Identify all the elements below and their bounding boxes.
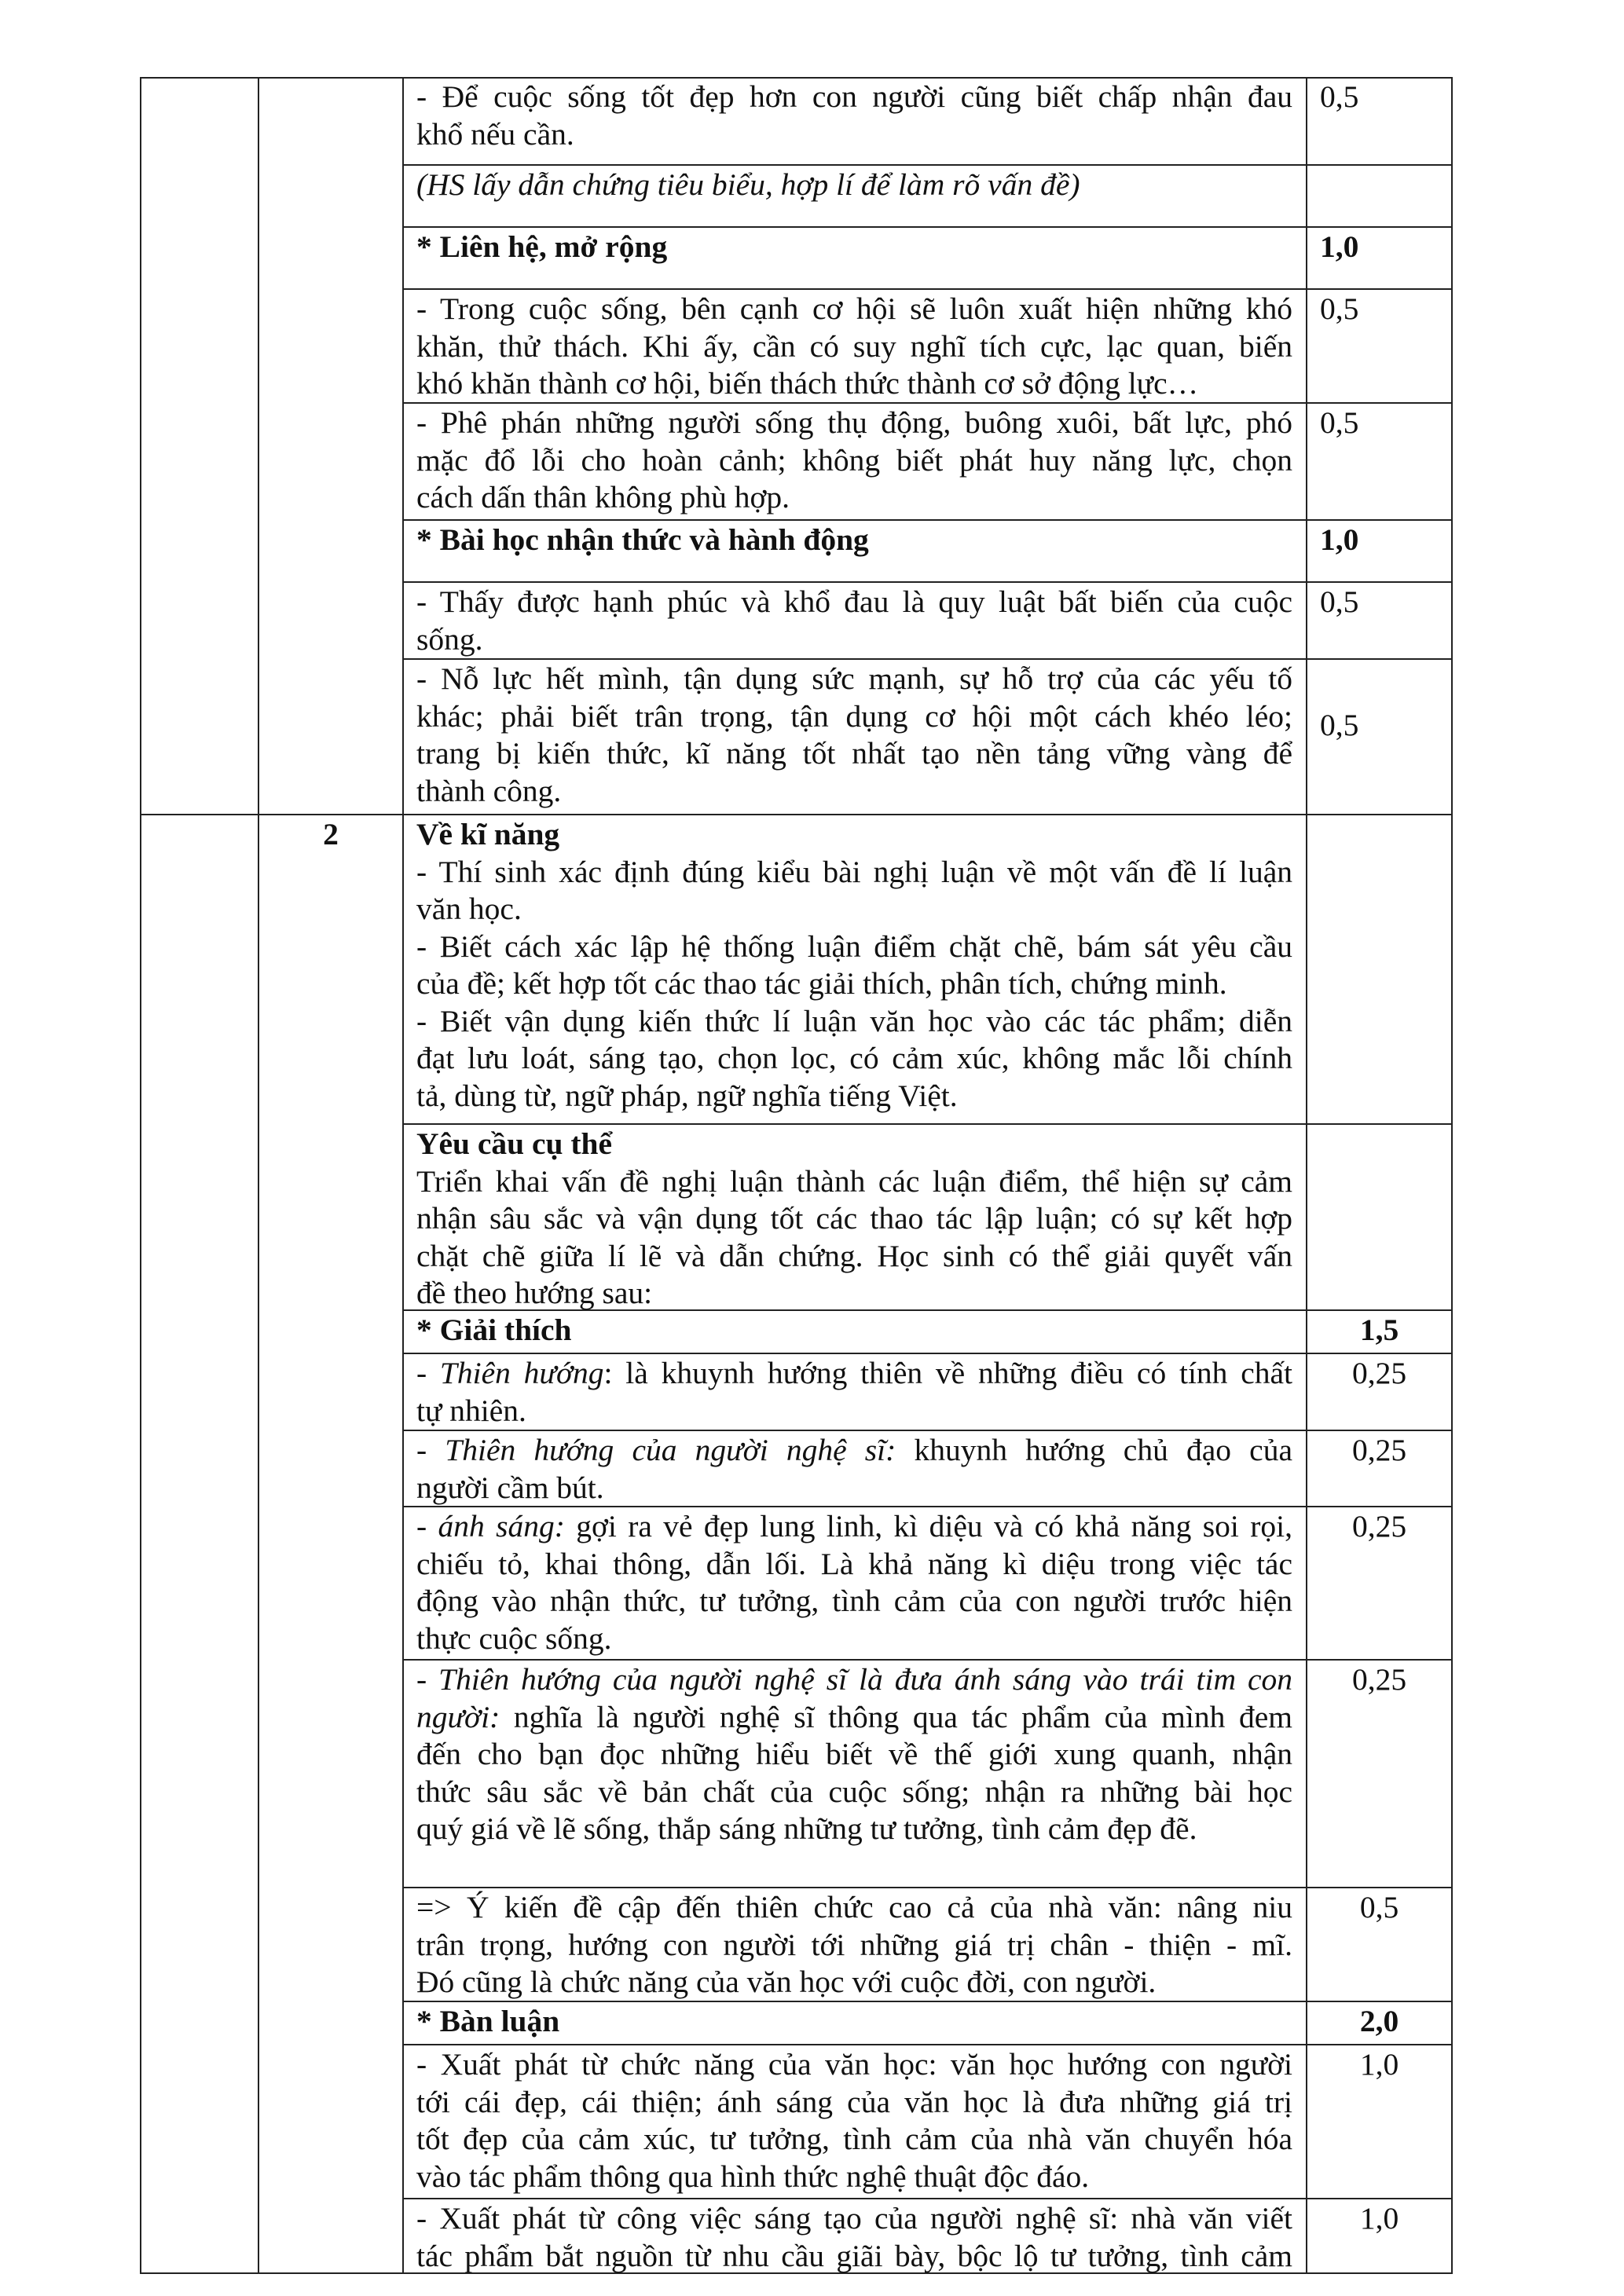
criteria-line: khổ nếu cần. xyxy=(416,116,574,152)
criteria-cell xyxy=(416,1661,1292,1848)
criteria-line: tác phẩm bắt nguồn từ nhu cầu giãi bày, bộc lộ tư tưởng, tình cảm xyxy=(416,2238,1292,2273)
row-divider xyxy=(402,1887,1453,1888)
criteria-line: đề theo hướng sau: xyxy=(416,1276,653,1310)
score-cell: 0,25 xyxy=(1351,1433,1407,1467)
row-divider xyxy=(402,226,1453,228)
criteria-line: chặt chẽ giữa lí lẽ và dẫn chứng. Học sinh có thể giải quyết vấn xyxy=(416,1238,1292,1273)
score-cell: 0,5 xyxy=(1320,708,1359,742)
criteria-line: nhận sâu sắc và vận dụng tốt các thao tác lập luận; có sự kết hợp xyxy=(416,1201,1292,1236)
subheading-cell xyxy=(416,522,1292,559)
score-cell: 0,5 xyxy=(1320,291,1359,326)
criteria-cell xyxy=(416,1432,1292,1507)
score-cell: 0,25 xyxy=(1351,1509,1407,1543)
row-divider xyxy=(402,2198,1453,2199)
criteria-line: - Để cuộc sống tốt đẹp hơn con người cũng biết chấp nhận đau xyxy=(416,79,1292,114)
note-cell xyxy=(416,167,1292,204)
term-italic: - Thiên hướng xyxy=(416,1356,604,1390)
term-definition: nghĩa là người nghệ sĩ thông qua tác phẩm của mình đem xyxy=(500,1699,1292,1734)
row-divider xyxy=(402,581,1453,583)
criteria-line: đạt lưu loát, sáng tạo, chọn lọc, có cảm xúc, không mắc lỗi chính xyxy=(416,1041,1292,1075)
criteria-line: - Trong cuộc sống, bên cạnh cơ hội sẽ luôn xuất hiện những khó xyxy=(416,291,1292,326)
score-cell: 0,25 xyxy=(1351,1356,1407,1390)
subheading-text: * Bài học nhận thức và hành động xyxy=(416,522,869,557)
subheading-text: * Giải thích xyxy=(416,1313,572,1347)
criteria-line: Đó cũng là chức năng của văn học với cuộc đời, con người. xyxy=(416,1965,1157,1999)
criteria-line: - Phê phán những người sống thụ động, buông xuôi, bất lực, phó xyxy=(416,405,1292,440)
term-definition: khuynh hướng chủ đạo của xyxy=(896,1433,1292,1467)
row-divider xyxy=(402,1430,1453,1431)
score-cell: 0,5 xyxy=(1320,584,1359,619)
criteria-line: khó khăn thành cơ hội, biến thách thức thành cơ sở động lực… xyxy=(416,366,1199,401)
criteria-cell xyxy=(416,1355,1292,1430)
term-definition: : là khuynh hướng thiên về những điều có tính chất xyxy=(603,1356,1292,1390)
term-italic: - Thiên hướng của người nghệ sĩ: xyxy=(416,1433,896,1467)
criteria-line: tốt đẹp của cảm xúc, tư tưởng, tình cảm của nhà văn chuyển hóa xyxy=(416,2122,1292,2156)
table-border-left xyxy=(140,77,141,2274)
subheading-cell xyxy=(416,2003,1292,2041)
score-cell: 1,0 xyxy=(1359,2201,1399,2236)
term-italic: - ánh sáng: xyxy=(416,1509,565,1543)
criteria-line: - Thí sinh xác định đúng kiểu bài nghị luận về một vấn đề lí luận xyxy=(416,854,1292,889)
criteria-line: khác; phải biết trân trọng, tận dụng cơ hội một cách khéo léo; xyxy=(416,698,1292,734)
criteria-line: chiếu tỏ, khai thông, dẫn lối. Là khả năng kì diệu trong việc tác xyxy=(416,1546,1292,1581)
criteria-line: trân trọng, hướng con người tới những giá trị chân - thiện - mĩ. xyxy=(416,1927,1292,1962)
subheading-cell xyxy=(416,1312,1292,1349)
criteria-line xyxy=(416,1355,1292,1393)
score-cell: 0,5 xyxy=(1320,405,1359,440)
criteria-line: đến cho bạn đọc những hiểu biết về thế giới xung quanh, nhận xyxy=(416,1737,1292,1771)
score-cell: 0,5 xyxy=(1320,79,1359,114)
criteria-line: vào tác phẩm thông qua hình thức nghệ thuật độc đáo. xyxy=(416,2159,1090,2194)
criteria-line: động vào nhận thức, tư tưởng, tình cảm của con người trước hiện xyxy=(416,1584,1292,1618)
term-definition: gợi ra vẻ đẹp lung linh, kì diệu và có khả năng soi rọi, xyxy=(564,1509,1292,1543)
score-cell: 2,0 xyxy=(1359,2004,1399,2038)
subheading-cell xyxy=(416,229,1292,266)
table-divider-col2 xyxy=(402,77,404,2274)
criteria-cell xyxy=(416,584,1292,658)
criteria-line: - Biết vận dụng kiến thức lí luận văn học vào các tác phẩm; diễn xyxy=(416,1003,1292,1038)
requirements-heading: Yêu cầu cụ thể xyxy=(416,1126,613,1161)
criteria-line: thành công. xyxy=(416,773,562,808)
table-divider-col3 xyxy=(1306,77,1307,2274)
criteria-line: người cầm bút. xyxy=(416,1470,604,1505)
score-cell: 1,5 xyxy=(1359,1313,1399,1347)
criteria-line: Triển khai vấn đề nghị luận thành các luận điểm, thể hiện sự cảm xyxy=(416,1163,1292,1199)
criteria-cell xyxy=(416,661,1292,810)
criteria-line: tới cái đẹp, cái thiện; ánh sáng của văn học là đưa những giá trị xyxy=(416,2084,1292,2119)
criteria-line: sống. xyxy=(416,621,483,657)
score-cell: 1,0 xyxy=(1320,522,1359,557)
score-cell: 1,0 xyxy=(1320,229,1359,264)
row-divider xyxy=(402,164,1453,166)
row-divider xyxy=(402,1659,1453,1661)
skills-heading: Về kĩ năng xyxy=(416,817,560,851)
criteria-line: (HS lấy dẫn chứng tiêu biểu, hợp lí để làm rõ vấn đề) xyxy=(416,167,1080,202)
criteria-line: trang bị kiến thức, kĩ năng tốt nhất tạo nền tảng vững vàng để xyxy=(416,736,1292,771)
criteria-line xyxy=(416,1508,1292,1546)
criteria-line: - Biết cách xác lập hệ thống luận điểm chặt chẽ, bám sát yêu cầu xyxy=(416,928,1292,964)
row-divider xyxy=(402,2044,1453,2045)
score-cell: 0,5 xyxy=(1359,1890,1399,1924)
row-divider xyxy=(402,1123,1453,1125)
criteria-cell xyxy=(416,2046,1292,2195)
row-divider xyxy=(402,288,1453,290)
section-divider xyxy=(140,814,1453,815)
criteria-line: thức sâu sắc về bản chất của cuộc sống; nhận ra những bài học xyxy=(416,1774,1292,1809)
criteria-line: khăn, thử thách. Khi ấy, cần có suy nghĩ tích cực, lạc quan, biến xyxy=(416,328,1292,364)
criteria-line: - Xuất phát từ công việc sáng tạo của người nghệ sĩ: nhà văn viết xyxy=(416,2201,1292,2236)
score-cell: 1,0 xyxy=(1359,2047,1399,2082)
conclusion-cell xyxy=(416,1889,1292,2001)
criteria-line: - Xuất phát từ chức năng của văn học: văn học hướng con người xyxy=(416,2047,1292,2082)
requirements-cell xyxy=(416,1126,1292,1313)
row-divider xyxy=(402,519,1453,521)
criteria-cell xyxy=(416,291,1292,403)
row-divider xyxy=(402,1353,1453,1354)
skills-cell xyxy=(416,816,1292,1115)
criteria-line: thực cuộc sống. xyxy=(416,1620,612,1656)
table-divider-col1 xyxy=(258,77,259,2274)
criteria-line: quý giá về lẽ sống, thắp sáng những tư tưởng, tình cảm đẹp đẽ. xyxy=(416,1811,1197,1846)
criteria-line: tự nhiên. xyxy=(416,1393,526,1428)
criteria-line: tả, dùng từ, ngữ pháp, ngữ nghĩa tiếng Việt. xyxy=(416,1078,958,1113)
subheading-text: * Liên hệ, mở rộng xyxy=(416,229,668,264)
table-border-right xyxy=(1451,77,1453,2274)
criteria-cell xyxy=(416,1508,1292,1657)
criteria-line: => Ý kiến đề cập đến thiên chức cao cả của nhà văn: nâng niu xyxy=(416,1890,1292,1924)
criteria-cell xyxy=(416,79,1292,153)
subheading-text: * Bàn luận xyxy=(416,2004,560,2038)
criteria-cell xyxy=(416,2200,1292,2275)
criteria-cell xyxy=(416,405,1292,517)
section-number: 2 xyxy=(323,817,339,851)
criteria-line xyxy=(416,1432,1292,1470)
term-italic: người: xyxy=(416,1699,500,1734)
criteria-line: mặc đổ lỗi cho hoàn cảnh; không biết phát huy năng lực, chọn xyxy=(416,442,1292,478)
criteria-line: - Thấy được hạnh phúc và khổ đau là quy luật bất biến của cuộc xyxy=(416,584,1292,619)
score-cell: 0,25 xyxy=(1351,1662,1407,1697)
criteria-line xyxy=(416,1699,1292,1737)
criteria-line: văn học. xyxy=(416,892,522,926)
criteria-line-italic: - Thiên hướng của người nghệ sĩ là đưa ánh sáng vào trái tim con xyxy=(416,1662,1292,1697)
criteria-line: của đề; kết hợp tốt các thao tác giải thích, phân tích, chứng minh. xyxy=(416,966,1227,1001)
row-divider xyxy=(402,658,1453,660)
criteria-line: cách dấn thân không phù hợp. xyxy=(416,480,790,514)
criteria-line: - Nỗ lực hết mình, tận dụng sức mạnh, sự hỗ trợ của các yếu tố xyxy=(416,661,1292,696)
